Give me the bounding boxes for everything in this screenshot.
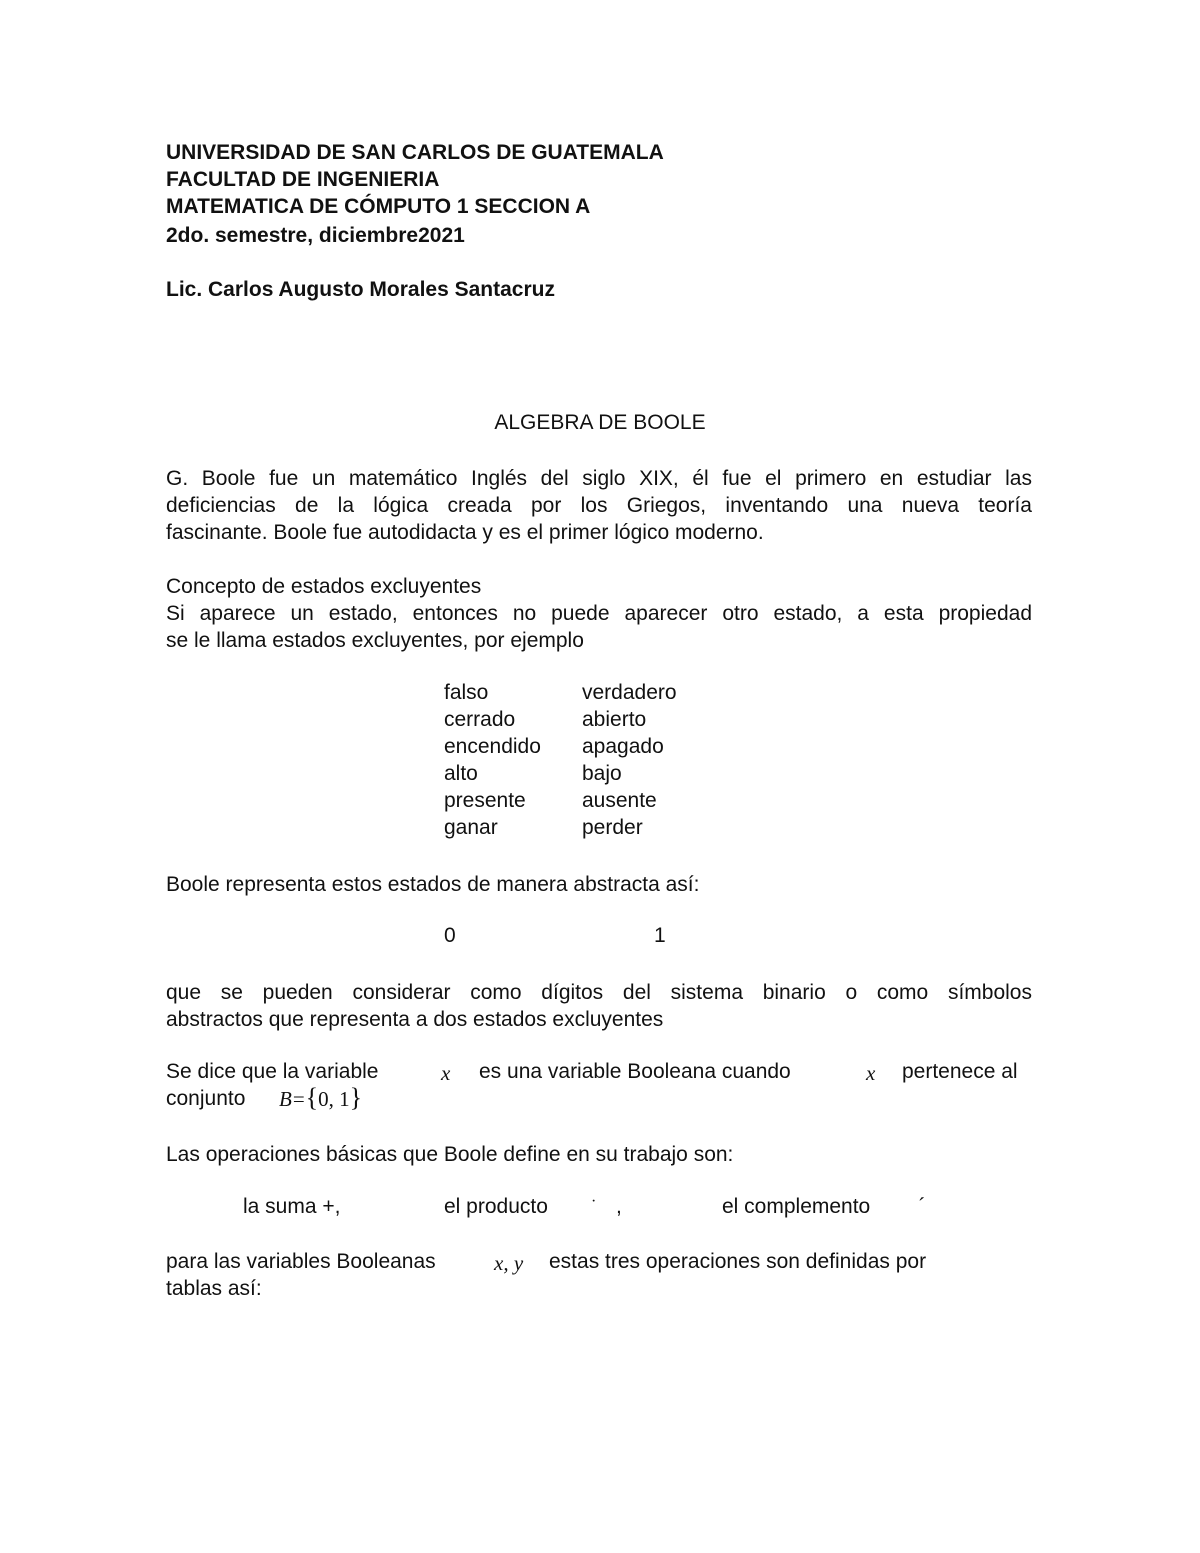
concept-line-1: Si aparece un estado, entonces no puede aparecer otro estado, a esta propiedad <box>166 602 1032 625</box>
state-left: cerrado <box>444 708 516 731</box>
variable-text-2: es una variable Booleana cuando <box>479 1060 791 1083</box>
state-left: encendido <box>444 735 541 758</box>
state-left: alto <box>444 762 478 785</box>
product-comma: , <box>616 1195 622 1218</box>
variable-text-3: pertenece al <box>902 1060 1018 1083</box>
state-right: ausente <box>582 789 657 812</box>
product-symbol: · <box>591 1193 597 1210</box>
intro-line-1: G. Boole fue un matemático Inglés del siglo XIX, él fue el primero en estudiar las <box>166 467 1032 490</box>
intro-line-3: fascinante. Boole fue autodidacta y es el primer lógico moderno. <box>166 521 764 544</box>
set-values: 0, 1 <box>318 1087 350 1111</box>
operation-product: el producto <box>444 1195 548 1218</box>
variable-text-1: Se dice que la variable <box>166 1060 379 1083</box>
representation-text: Boole representa estos estados de manera abstracta así: <box>166 873 700 896</box>
faculty-name: FACULTAD DE INGENIERIA <box>166 168 440 191</box>
concept-heading: Concepto de estados excluyentes <box>166 575 482 598</box>
semester-line: 2do. semestre, diciembre2021 <box>166 224 465 247</box>
intro-line-2: deficiencias de la lógica creada por los Griegos, inventando una nueva teoría <box>166 494 1032 517</box>
set-equals: = <box>292 1087 305 1111</box>
state-right: bajo <box>582 762 622 785</box>
university-name: UNIVERSIDAD DE SAN CARLOS DE GUATEMALA <box>166 141 664 164</box>
operation-sum: la suma +, <box>243 1195 341 1218</box>
operation-complement: el complemento <box>722 1195 871 1218</box>
course-name: MATEMATICA DE CÓMPUTO 1 SECCION A <box>166 195 591 218</box>
set-definition <box>279 1083 362 1113</box>
definition-text-2: estas tres operaciones son definidas por <box>549 1250 927 1273</box>
state-left: falso <box>444 681 489 704</box>
definition-vars: x, y <box>494 1251 524 1275</box>
symbol-zero: 0 <box>444 924 456 947</box>
variable-text-4: conjunto <box>166 1087 246 1110</box>
state-left: presente <box>444 789 526 812</box>
state-right: abierto <box>582 708 647 731</box>
set-close-brace: } <box>349 1083 363 1112</box>
definition-line-2: tablas así: <box>166 1277 262 1300</box>
concept-line-2: se le llama estados excluyentes, por ejemplo <box>166 629 584 652</box>
operations-intro: Las operaciones básicas que Boole define en su trabajo son: <box>166 1143 734 1166</box>
set-open-brace: { <box>305 1083 319 1112</box>
state-left: ganar <box>444 816 498 839</box>
binary-line-1: que se pueden considerar como dígitos del sistema binario o como símbolos <box>166 981 1032 1004</box>
set-name: B <box>279 1087 292 1111</box>
state-right: verdadero <box>582 681 677 704</box>
binary-line-2: abstractos que representa a dos estados excluyentes <box>166 1008 664 1031</box>
variable-x-symbol: x <box>866 1061 876 1085</box>
document-title: ALGEBRA DE BOOLE <box>494 411 706 434</box>
state-right: apagado <box>582 735 664 758</box>
symbol-one: 1 <box>654 924 666 947</box>
definition-text-1: para las variables Booleanas <box>166 1250 436 1273</box>
professor-name: Lic. Carlos Augusto Morales Santacruz <box>166 278 555 301</box>
variable-x-symbol: x <box>441 1061 451 1085</box>
complement-symbol: ´ <box>918 1193 925 1217</box>
state-right: perder <box>582 816 643 839</box>
